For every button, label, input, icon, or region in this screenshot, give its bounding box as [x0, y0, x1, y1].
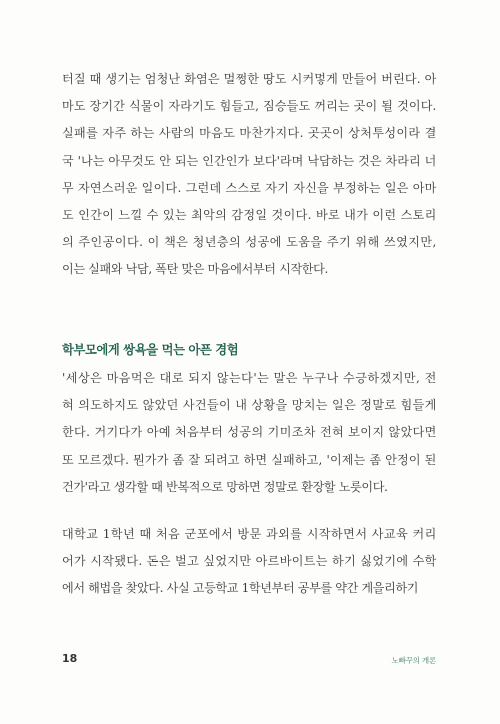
- text-line: 에서 해법을 찾았다. 사실 고등학교 1학년부터 공부를 약간 게을리하기: [62, 581, 419, 596]
- text-line: 터질 때 생기는 엄청난 화염은 멀쩡한 땅도 시커멓게 만들어 버린다. 아: [62, 72, 437, 86]
- text-line: 어가 시작됐다. 돈은 벌고 싶었지만 아르바이트는 하기 싫었기에 수학: [62, 554, 437, 569]
- body-paragraph-1: [62, 66, 436, 284]
- text-line: 실패를 자주 하는 사람의 마음도 마찬가지다. 곳곳이 상처투성이라 결: [62, 126, 437, 141]
- text-line: 마도 장기간 식물이 자라기도 힘들고, 짐승들도 꺼리는 곳이 될 것이다.: [62, 99, 437, 114]
- section-heading: 학부모에게 쌍욕을 먹는 아픈 경험: [62, 343, 239, 357]
- running-footer-title: 노빠꾸의 개론: [391, 656, 436, 665]
- text-line: 의 주인공이다. 이 책은 청년층의 성공에 도움을 주기 위해 쓰였지만,: [62, 235, 437, 250]
- body-paragraph-2: [62, 365, 436, 501]
- page-number: 18: [62, 652, 78, 665]
- text-line: '세상은 마음먹은 대로 되지 않는다'는 말은 누구나 수긍하겠지만, 전: [62, 371, 437, 385]
- text-line: 또 모르겠다. 뭔가가 좀 잘 되려고 하면 실패하고, '이제는 좀 안정이 된: [62, 452, 437, 467]
- body-paragraph-3: [62, 521, 436, 603]
- text-line: 이는 실패와 낙담, 폭탄 맞은 마음에서부터 시작한다.: [62, 262, 328, 277]
- text-line: 무 자연스러운 일이다. 그런데 스스로 자기 자신을 부정하는 일은 아마: [62, 180, 437, 195]
- text-line: 한다. 거기다가 아예 처음부터 성공의 기미조차 전혀 보이지 않았다면: [62, 425, 437, 440]
- text-line: 혀 의도하지도 않았던 사건들이 내 상황을 망치는 일은 정말로 힘들게: [62, 398, 437, 413]
- text-line: 도 인간이 느낄 수 있는 최악의 감정일 것이다. 바로 내가 이런 스토리: [62, 207, 437, 222]
- text-line: 국 '나는 아무것도 안 되는 인간인가 보다'라며 낙담하는 것은 차라리 너: [62, 153, 437, 168]
- text-line: 건가'라고 생각할 때 반복적으로 망하면 정말로 환장할 노릇이다.: [62, 479, 388, 494]
- text-line: 대학교 1학년 때 처음 군포에서 방문 과외를 시작하면서 사교육 커리: [62, 527, 437, 541]
